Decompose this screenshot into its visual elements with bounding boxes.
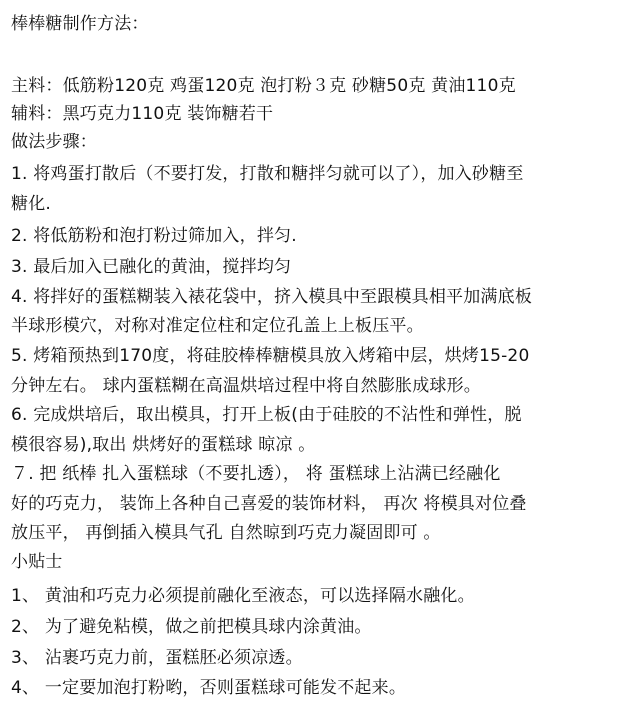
step-line: 糖化. bbox=[11, 194, 52, 214]
step-line: 半球形模穴，对称对准定位柱和定位孔盖上上板压平。 bbox=[11, 316, 424, 336]
step-line: 放压平， 再倒插入模具气孔 自然晾到巧克力凝固即可 。 bbox=[11, 523, 441, 543]
step-line: 5. 烤箱预热到170度，将硅胶棒棒糖模具放入烤箱中层，烘烤15-20 bbox=[11, 346, 530, 366]
tip-item: 1、 黄油和巧克力必须提前融化至液态，可以选择隔水融化。 bbox=[11, 586, 475, 606]
tips-heading: 小贴士 bbox=[11, 552, 63, 572]
step-line: 分钟左右。 球内蛋糕糊在高温烘培过程中将自然膨胀成球形。 bbox=[11, 376, 482, 396]
step-line: 好的巧克力， 装饰上各种自己喜爱的装饰材料， 再次 将模具对位叠 bbox=[11, 494, 527, 514]
step-line: ７. 把 纸棒 扎入蛋糕球（不要扎透）， 将 蛋糕球上沾满已经融化 bbox=[11, 464, 501, 484]
recipe-title: 棒棒糖制作方法： bbox=[11, 14, 149, 34]
steps-heading: 做法步骤： bbox=[11, 132, 97, 152]
step-line: 1. 将鸡蛋打散后（不要打发，打散和糖拌匀就可以了），加入砂糖至 bbox=[11, 164, 524, 184]
tip-item: 3、 沾裹巧克力前，蛋糕胚必须凉透。 bbox=[11, 648, 303, 668]
main-ingredients: 主料：低筋粉120克 鸡蛋120克 泡打粉３克 砂糖50克 黄油110克 bbox=[11, 76, 516, 96]
step-line: 模很容易),取出 烘烤好的蛋糕球 晾凉 。 bbox=[11, 435, 316, 455]
tip-item: 2、 为了避免粘模，做之前把模具球内涂黄油。 bbox=[11, 617, 372, 637]
step-line: 6. 完成烘培后，取出模具，打开上板(由于硅胶的不沾性和弹性，脱 bbox=[11, 405, 522, 425]
step-line: 3. 最后加入已融化的黄油，搅拌均匀 bbox=[11, 257, 292, 277]
tip-item: 4、 一定要加泡打粉哟，否则蛋糕球可能发不起来。 bbox=[11, 678, 407, 698]
step-line: 2. 将低筋粉和泡打粉过筛加入，拌匀. bbox=[11, 226, 297, 246]
secondary-ingredients: 辅料：黑巧克力110克 装饰糖若干 bbox=[11, 104, 274, 124]
step-line: 4. 将拌好的蛋糕糊装入裱花袋中，挤入模具中至跟模具相平加满底板 bbox=[11, 287, 533, 307]
